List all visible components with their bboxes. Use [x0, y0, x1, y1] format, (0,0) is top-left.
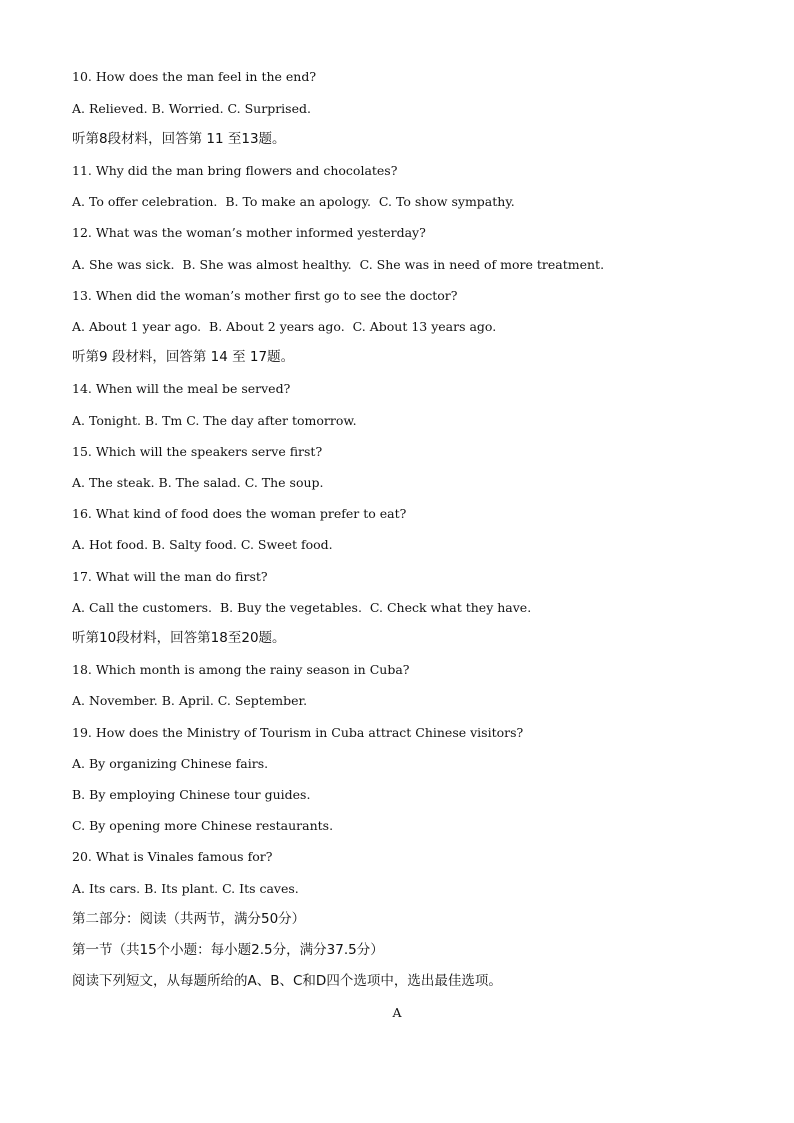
options-15: A. The steak. B. The salad. C. The soup.: [72, 475, 324, 490]
option-19-c: C. By opening more Chinese restaurants.: [72, 818, 334, 833]
question-19: 19. How does the Ministry of Tourism in Cuba attract Chinese visitors?: [72, 725, 524, 740]
options-16: A. Hot food. B. Salty food. C. Sweet food.: [72, 537, 333, 552]
question-16: 16. What kind of food does the woman prefer to eat?: [72, 506, 407, 521]
options-10: A. Relieved. B. Worried. C. Surprised.: [72, 101, 311, 116]
part-two-heading: 第二部分：阅读（共两节，满分50分）: [72, 911, 306, 927]
reading-instruction: 阅读下列短文，从每题所给的A、B、C和D四个选项中，选出最佳选项。: [72, 973, 502, 989]
question-12: 12. What was the woman’s mother informed yesterday?: [72, 225, 426, 240]
question-18: 18. Which month is among the rainy season in Cuba?: [72, 662, 410, 677]
option-19-b: B. By employing Chinese tour guides.: [72, 787, 311, 802]
options-20: A. Its cars. B. Its plant. C. Its caves.: [72, 881, 299, 896]
question-17: 17. What will the man do first?: [72, 569, 268, 584]
section-one-heading: 第一节（共15个小题：每小题2.5分，满分37.5分）: [72, 942, 384, 958]
question-13: 13. When did the woman’s mother first go to see the doctor?: [72, 288, 458, 303]
question-14: 14. When will the meal be served?: [72, 381, 291, 396]
options-11: A. To offer celebration. B. To make an apology. C. To show sympathy.: [72, 194, 515, 209]
option-19-a: A. By organizing Chinese fairs.: [72, 756, 269, 771]
options-14: A. Tonight. B. Tm C. The day after tomorrow.: [72, 413, 357, 428]
question-20: 20. What is Vinales famous for?: [72, 849, 273, 864]
instruction-part-9: 听第9 段材料，回答第 14 至 17题。: [72, 349, 295, 365]
question-11: 11. Why did the man bring flowers and chocolates?: [72, 163, 398, 178]
question-15: 15. Which will the speakers serve first?: [72, 444, 323, 459]
options-13: A. About 1 year ago. B. About 2 years ago. C. About 13 years ago.: [72, 319, 497, 334]
passage-marker: A: [392, 1005, 402, 1020]
options-12: A. She was sick. B. She was almost healthy. C. She was in need of more treatment.: [72, 257, 605, 272]
question-10: 10. How does the man feel in the end?: [72, 69, 317, 84]
instruction-part-10: 听第10段材料，回答第18至20题。: [72, 630, 286, 646]
options-17: A. Call the customers. B. Buy the vegetables. C. Check what they have.: [72, 600, 532, 615]
options-18: A. November. B. April. C. September.: [72, 693, 308, 708]
instruction-part-8: 听第8段材料，回答第 11 至13题。: [72, 131, 286, 147]
